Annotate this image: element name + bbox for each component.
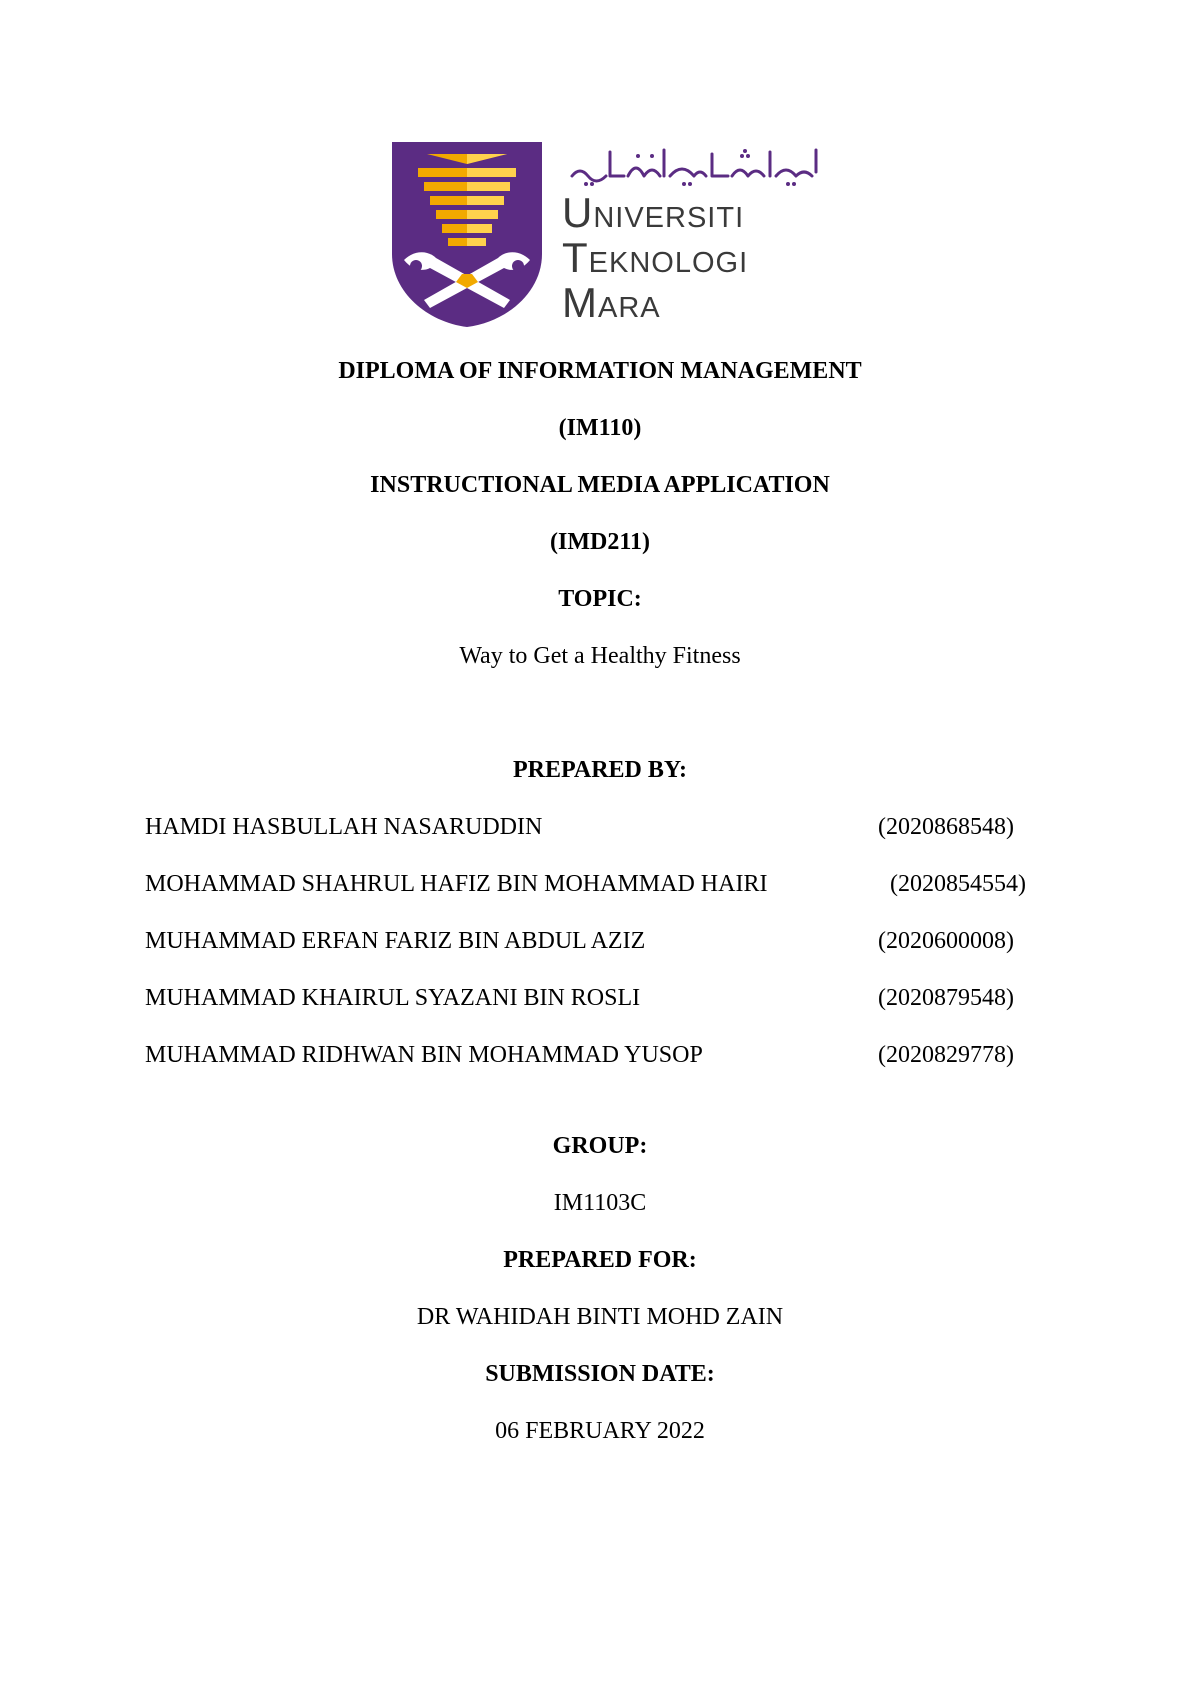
- member-name: MUHAMMAD RIDHWAN BIN MOHAMMAD YUSOP: [145, 1042, 703, 1068]
- prepared-by-label: PREPARED BY:: [512, 757, 687, 783]
- logo-word-teknologi: Teknologi: [562, 234, 749, 281]
- group-value: IM1103C: [553, 1190, 647, 1216]
- member-row: [145, 984, 1065, 1012]
- member-row: [145, 870, 1065, 898]
- member-id: (2020600008): [878, 928, 1014, 954]
- logo-word-mara: Mara: [562, 279, 661, 326]
- submission-date-value: 06 FEBRUARY 2022: [495, 1418, 705, 1444]
- submission-date-label: SUBMISSION DATE:: [485, 1361, 715, 1387]
- university-wordmark: [562, 142, 832, 327]
- program-code: (IM110): [558, 415, 642, 441]
- jawi-script-logo: [566, 142, 824, 188]
- university-logo: [392, 142, 832, 327]
- member-row: [145, 1041, 1065, 1069]
- program-title: DIPLOMA OF INFORMATION MANAGEMENT: [338, 358, 862, 384]
- logo-word-universiti: Universiti: [562, 189, 745, 236]
- topic-label: TOPIC:: [558, 586, 642, 612]
- member-id: (2020879548): [878, 985, 1014, 1011]
- member-name: MOHAMMAD SHAHRUL HAFIZ BIN MOHAMMAD HAIRI: [145, 871, 768, 897]
- member-id: (2020854554): [890, 871, 1026, 897]
- crest-icon: [392, 142, 542, 327]
- member-name: MUHAMMAD KHAIRUL SYAZANI BIN ROSLI: [145, 985, 641, 1011]
- member-id: (2020829778): [878, 1042, 1014, 1068]
- prepared-for-label: PREPARED FOR:: [503, 1247, 697, 1273]
- member-name: MUHAMMAD ERFAN FARIZ BIN ABDUL AZIZ: [145, 928, 646, 954]
- prepared-for-value: DR WAHIDAH BINTI MOHD ZAIN: [416, 1304, 784, 1330]
- member-row: [145, 813, 1065, 841]
- group-label: GROUP:: [552, 1133, 648, 1159]
- member-id: (2020868548): [878, 814, 1014, 840]
- course-title: INSTRUCTIONAL MEDIA APPLICATION: [370, 472, 830, 498]
- topic-text: Way to Get a Healthy Fitness: [459, 643, 741, 669]
- member-name: HAMDI HASBULLAH NASARUDDIN: [145, 814, 543, 840]
- member-row: [145, 927, 1065, 955]
- course-code: (IMD211): [550, 529, 650, 555]
